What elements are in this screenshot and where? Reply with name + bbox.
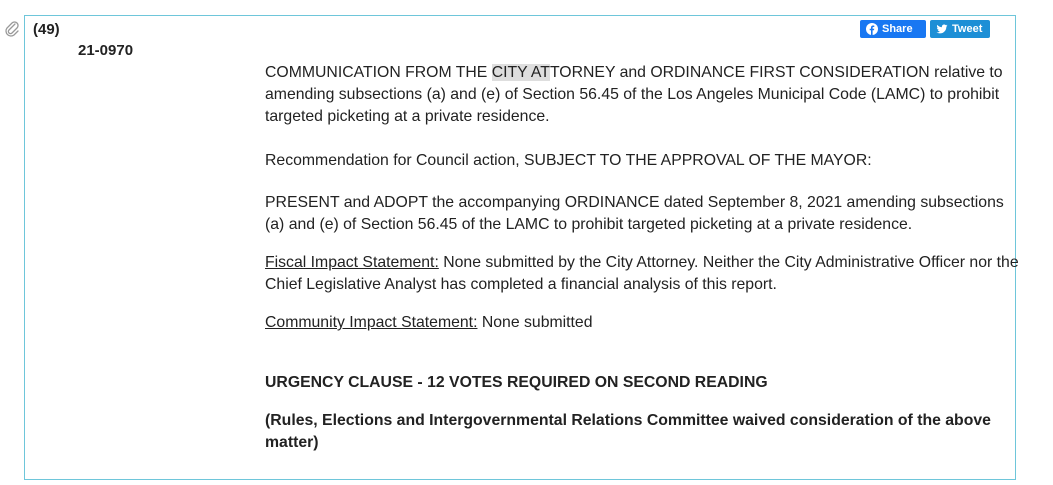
recommendation-heading: Recommendation for Council action, SUBJECT TO THE APPROVAL OF THE MAYOR: (265, 152, 872, 169)
community-impact-paragraph (265, 312, 1020, 334)
facebook-share-button[interactable] (860, 20, 926, 38)
fiscal-impact-label: Fiscal Impact Statement: (265, 254, 439, 271)
paperclip-icon[interactable] (4, 20, 20, 38)
facebook-icon (866, 23, 878, 35)
twitter-icon (936, 23, 948, 35)
communication-text-end: TORNEY and ORDINANCE FIRST CONSIDERATION relative to amending subsections (a) and (e) of Section 56.45 of the Los Angeles Municipal Code (LAMC) to prohibit targeted picketing at a private residence. (265, 64, 1003, 125)
search-highlight: CITY AT (491, 64, 550, 81)
communication-text-start: COMMUNICATION FROM THE (265, 64, 492, 81)
communication-paragraph (265, 62, 1020, 128)
council-file-number[interactable]: 21-0970 (78, 42, 134, 59)
urgency-clause: URGENCY CLAUSE - 12 VOTES REQUIRED ON SECOND READING (265, 374, 768, 391)
fiscal-impact-paragraph (265, 252, 1020, 296)
item-content (265, 62, 1020, 454)
community-impact-text: None submitted (477, 314, 593, 331)
community-impact-label: Community Impact Statement: (265, 314, 478, 331)
twitter-tweet-button[interactable] (930, 20, 990, 38)
committee-waiver-note: (Rules, Elections and Intergovernmental Relations Committee waived consideration of the above matter) (265, 412, 991, 451)
recommendation-paragraph: PRESENT and ADOPT the accompanying ORDINANCE dated September 8, 2021 amending subsections (a) and (e) of Section 56.45 of the LAMC to prohibit targeted picketing at a private residence. (265, 194, 1004, 233)
item-number: (49) (33, 21, 60, 38)
twitter-tweet-label: Tweet (952, 23, 983, 35)
fiscal-impact-text: None submitted by the City Attorney. Neither the City Administrative Officer nor the Chief Legislative Analyst has completed a financial analysis of this report. (265, 254, 1019, 293)
facebook-share-label: Share (882, 23, 913, 35)
